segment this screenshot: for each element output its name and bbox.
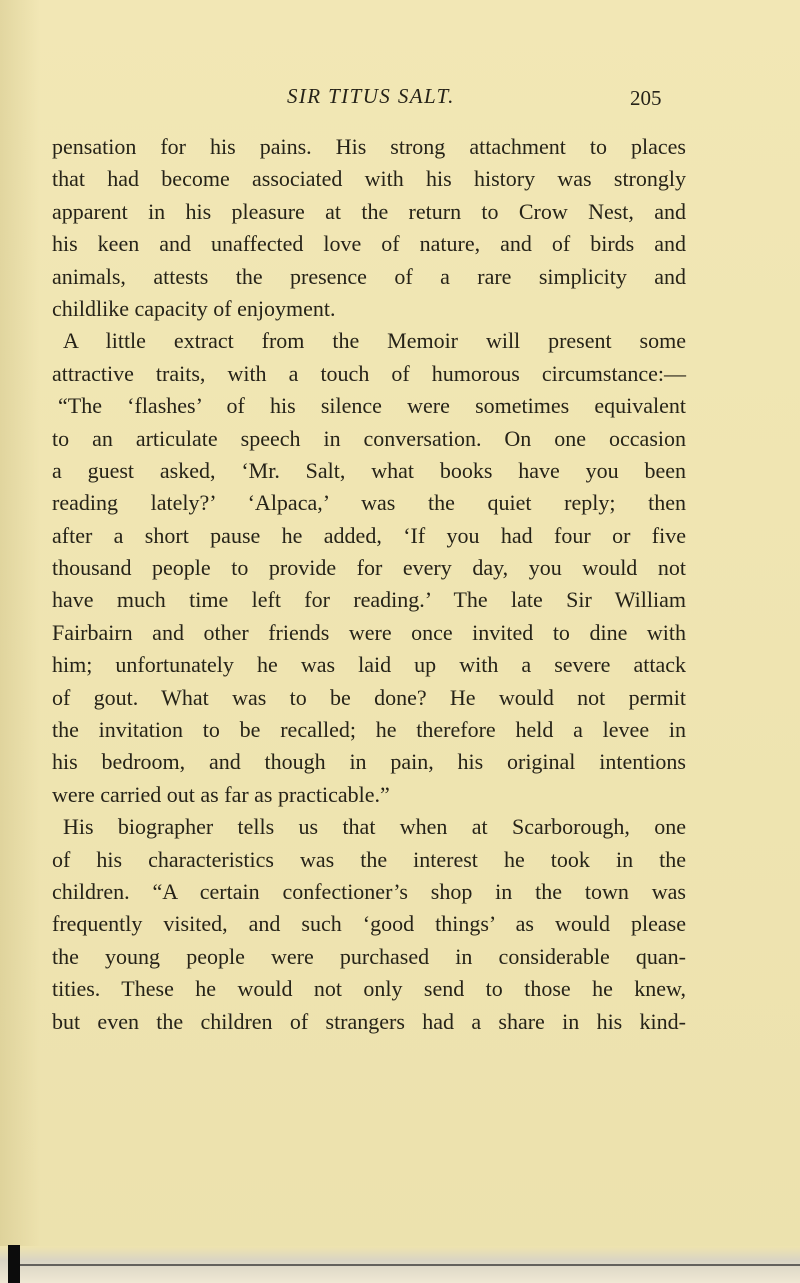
text-line: that had become associated with his history was strongly bbox=[52, 166, 686, 192]
text-line: “The ‘flashes’ of his silence were sometimes equivalent bbox=[58, 393, 686, 419]
text-line: have much time left for reading.’ The late Sir William bbox=[52, 587, 686, 613]
text-line: to an articulate speech in conversation. On one occasion bbox=[52, 425, 686, 451]
text-line: animals, attests the presence of a rare simplicity and bbox=[52, 263, 686, 289]
text-line: of gout. What was to be done? He would not permit bbox=[52, 684, 686, 710]
text-line: frequently visited, and such ‘good things’ as would please bbox=[52, 911, 686, 937]
text-line: were carried out as far as practicable.” bbox=[52, 781, 390, 807]
text-line: but even the children of strangers had a share in his kind- bbox=[52, 1008, 686, 1034]
text-line: children. “A certain confectioner’s shop in the town was bbox=[52, 878, 686, 904]
text-line: apparent in his pleasure at the return to Crow Nest, and bbox=[52, 198, 686, 224]
scan-corner-mark bbox=[8, 1245, 20, 1283]
text-line: Fairbairn and other friends were once invited to dine with bbox=[52, 619, 686, 645]
scan-edge-line bbox=[20, 1264, 800, 1266]
text-line: A little extract from the Memoir will present some bbox=[63, 328, 686, 354]
text-line: his bedroom, and though in pain, his original intentions bbox=[52, 749, 686, 775]
text-line: attractive traits, with a touch of humorous circumstance:— bbox=[52, 360, 686, 386]
text-line: pensation for his pains. His strong attachment to places bbox=[52, 134, 686, 159]
text-line: after a short pause he added, ‘If you had four or five bbox=[52, 522, 686, 548]
text-line: His biographer tells us that when at Scarborough, one bbox=[63, 814, 686, 840]
text-line: the young people were purchased in considerable quan- bbox=[52, 943, 686, 969]
text-line: reading lately?’ ‘Alpaca,’ was the quiet reply; then bbox=[52, 490, 686, 516]
text-line: the invitation to be recalled; he therefore held a levee in bbox=[52, 717, 686, 743]
running-head-title: SIR TITUS SALT. bbox=[287, 84, 455, 108]
text-line: his keen and unaffected love of nature, and of birds and bbox=[52, 231, 686, 257]
text-line: of his characteristics was the interest he took in the bbox=[52, 846, 686, 872]
text-line: tities. These he would not only send to those he knew, bbox=[52, 976, 686, 1002]
text-line: a guest asked, ‘Mr. Salt, what books have you been bbox=[52, 457, 686, 483]
text-line: childlike capacity of enjoyment. bbox=[52, 295, 336, 321]
page-number: 205 bbox=[630, 86, 662, 110]
body-text bbox=[52, 131, 686, 1038]
text-line: thousand people to provide for every day, you would not bbox=[52, 555, 686, 581]
text-line: him; unfortunately he was laid up with a severe attack bbox=[52, 652, 686, 678]
